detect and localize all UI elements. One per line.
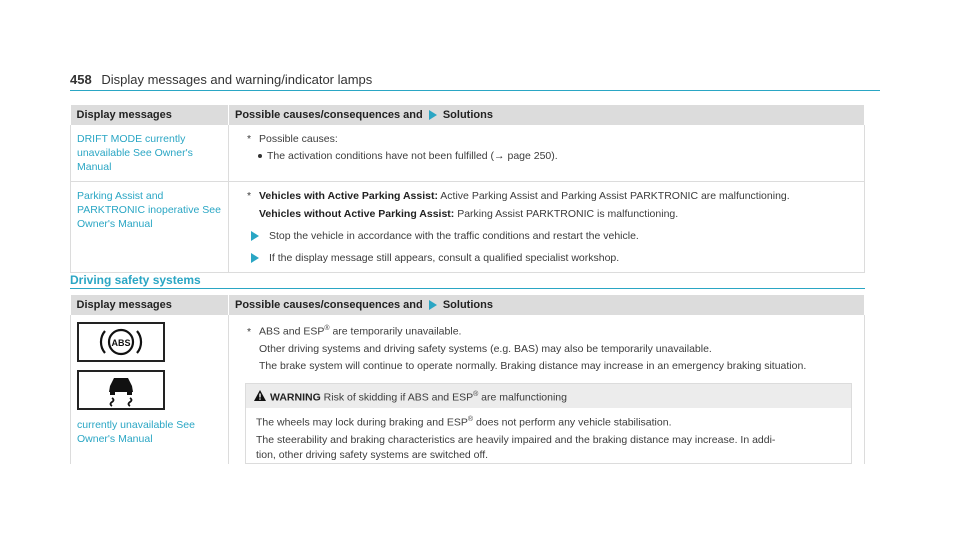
solution-text: Stop the vehicle in accordance with the traffic conditions and restart the vehicle.: [269, 230, 639, 242]
section-rule: [70, 288, 865, 289]
solution-arrow-icon: [429, 300, 437, 310]
esp-skid-icon: [77, 370, 165, 410]
cause-text: Possible causes:: [259, 133, 338, 145]
solution-step: [235, 229, 858, 243]
display-message: DRIFT MODE currently unavailable See Owner's Manual: [71, 125, 229, 182]
warning-box: [245, 383, 852, 464]
solution-step: [235, 251, 858, 265]
cause-cell: [229, 182, 865, 273]
page-header-title: Display messages and warning/indicator lamps: [101, 72, 373, 87]
cause-line: [235, 207, 858, 221]
warning-text: are malfunctioning: [478, 391, 567, 403]
col-header-causes: [229, 105, 865, 125]
col-header-solutions-text: Solutions: [442, 109, 493, 121]
optional-marker: *: [247, 325, 252, 338]
cause-text: are temporarily unavailable.: [329, 325, 462, 338]
cause-cell: [229, 315, 865, 464]
warning-text: Risk of skidding if ABS and ESP: [320, 391, 474, 403]
solution-arrow-icon: [429, 110, 437, 120]
table-header-row: [71, 295, 865, 315]
warning-text: does not perform any vehicle stabilisation.: [473, 416, 672, 429]
cause-line: Other driving systems and driving safety systems (e.g. BAS) may also be temporarily unavailable.: [259, 342, 712, 355]
action-arrow-icon: [251, 231, 259, 241]
warning-header: [246, 384, 851, 409]
section-title: Driving safety systems: [70, 273, 201, 287]
table-row: [71, 315, 865, 464]
registered-mark: ®: [324, 325, 330, 332]
registered-mark: ®: [473, 390, 479, 398]
optional-marker: *: [247, 133, 252, 145]
messages-table-2: [70, 295, 865, 464]
cause-line: [235, 322, 858, 339]
cause-text: Parking Assist PARKTRONIC is malfunctioning.: [454, 208, 679, 220]
col-header-causes-text: Possible causes/consequences and: [235, 299, 423, 311]
col-header-causes-text: Possible causes/consequences and: [235, 109, 423, 121]
table-row: [71, 182, 865, 273]
display-message: Parking Assist and PARKTRONIC inoperative See Owner's Manual: [71, 182, 229, 273]
warning-line: [256, 412, 841, 431]
cause-line: [235, 189, 858, 203]
warning-triangle-icon: [254, 390, 266, 401]
warning-label: WARNING: [270, 391, 321, 403]
optional-marker: *: [247, 190, 252, 202]
display-message-cell: [71, 315, 229, 464]
header-rule: [70, 90, 880, 91]
variant-label: Vehicles without Active Parking Assist:: [259, 208, 455, 220]
abs-icon-text: ABS: [111, 338, 131, 348]
registered-mark: ®: [467, 416, 474, 423]
table-header-row: [71, 105, 865, 125]
cause-bullet: The activation conditions have not been fulfilled (→ page 250).: [247, 149, 858, 163]
solution-text: If the display message still appears, consult a qualified specialist workshop.: [269, 252, 620, 264]
col-header-causes: [229, 295, 865, 315]
page-header: [70, 72, 372, 87]
col-header-messages: Display messages: [71, 105, 229, 125]
warning-text: The wheels may lock during braking and ESP: [256, 416, 468, 429]
abs-warning-icon: [77, 322, 165, 362]
warning-line: tion, other driving safety systems are switched off.: [256, 448, 489, 461]
table-row: [71, 125, 865, 182]
cause-cell: [229, 125, 865, 182]
variant-label: Vehicles with Active Parking Assist:: [259, 190, 438, 202]
cause-line: [235, 132, 858, 146]
display-message: currently unavailable See Owner's Manual: [77, 419, 195, 445]
col-header-messages: Display messages: [71, 295, 229, 315]
messages-table-1: [70, 105, 865, 273]
warning-body: [246, 408, 851, 463]
cause-line: The brake system will continue to operate normally. Braking distance may increase in an emergency braking situation.: [259, 359, 807, 372]
action-arrow-icon: [251, 253, 259, 263]
page-number: 458: [70, 72, 92, 87]
col-header-solutions-text: Solutions: [442, 299, 493, 311]
cause-text: Active Parking Assist and Parking Assist PARKTRONIC are malfunctioning.: [437, 190, 790, 202]
cause-text: ABS and ESP: [259, 325, 325, 338]
warning-line: The steerability and braking characteristics are heavily impaired and the braking distance may increase. In addi-: [256, 433, 776, 446]
